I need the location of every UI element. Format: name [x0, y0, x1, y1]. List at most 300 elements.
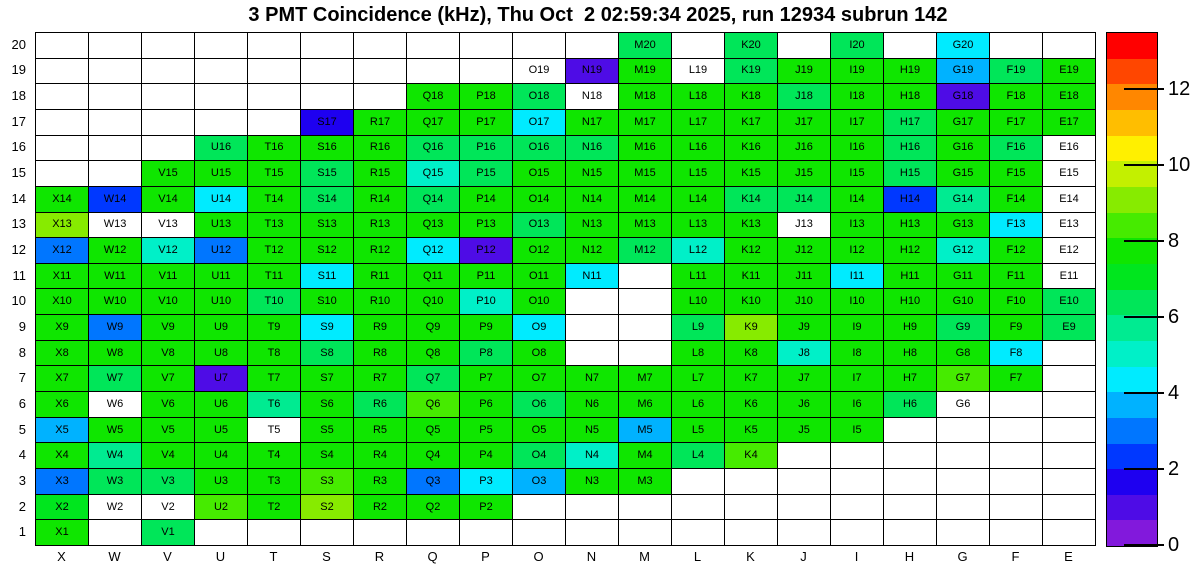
cell-label: P11: [476, 269, 496, 282]
cell-M13: [619, 213, 672, 239]
cell-K18: [725, 84, 778, 110]
cell-J1: [778, 520, 831, 546]
cell-T2: [248, 495, 301, 521]
cell-E6: [1043, 392, 1096, 418]
cell-label: R9: [372, 320, 388, 333]
cell-label: O13: [528, 218, 550, 231]
cell-W3: [89, 469, 142, 495]
cell-I18: [831, 84, 884, 110]
cell-label: N12: [581, 244, 603, 257]
y-axis-label-20: 20: [11, 36, 26, 52]
cell-label: O6: [531, 397, 547, 410]
cell-I17: [831, 110, 884, 136]
x-axis-label-U: U: [215, 549, 226, 564]
cell-K7: [725, 366, 778, 392]
cell-label: L18: [688, 90, 708, 103]
cell-Q11: [407, 264, 460, 290]
cell-label: I14: [849, 192, 865, 205]
cell-V12: [142, 238, 195, 264]
cell-S11: [301, 264, 354, 290]
cell-M3: [619, 469, 672, 495]
cell-label: O12: [528, 244, 550, 257]
cell-S1: [301, 520, 354, 546]
cell-V8: [142, 341, 195, 367]
cell-label: S5: [320, 423, 334, 436]
cell-label: U9: [213, 320, 229, 333]
cell-label: R2: [372, 500, 388, 513]
cell-label: S17: [317, 115, 337, 128]
cell-label: Q11: [423, 269, 443, 282]
y-axis-row-labels: [0, 32, 30, 545]
cell-U16: [195, 136, 248, 162]
cell-R14: [354, 187, 407, 213]
cell-W6: [89, 392, 142, 418]
cell-label: L7: [691, 372, 705, 385]
cell-X19: [36, 59, 89, 85]
x-axis-label-K: K: [746, 549, 755, 564]
cell-E20: [1043, 33, 1096, 59]
cell-label: S3: [320, 474, 334, 487]
cell-label: K12: [741, 244, 761, 257]
cell-label: V8: [161, 346, 175, 359]
cell-U4: [195, 443, 248, 469]
cell-label: G11: [953, 269, 973, 282]
cell-E1: [1043, 520, 1096, 546]
cell-G15: [937, 161, 990, 187]
cell-M9: [619, 315, 672, 341]
cell-label: P10: [476, 295, 496, 308]
cell-label: N17: [581, 115, 603, 128]
cell-P17: [460, 110, 513, 136]
cell-I4: [831, 443, 884, 469]
cell-W17: [89, 110, 142, 136]
colorbar-tick-label-12: 12: [1168, 78, 1191, 100]
cell-label: O16: [528, 141, 550, 154]
cell-label: M18: [634, 90, 656, 103]
cell-label: V11: [158, 269, 178, 282]
cell-label: H9: [902, 320, 918, 333]
cell-I6: [831, 392, 884, 418]
cell-label: S6: [320, 397, 334, 410]
y-axis-label-12: 12: [11, 242, 26, 258]
cell-X1: [36, 520, 89, 546]
cell-E7: [1043, 366, 1096, 392]
cell-label: L14: [688, 192, 708, 205]
cell-R13: [354, 213, 407, 239]
cell-L6: [672, 392, 725, 418]
cell-M5: [619, 418, 672, 444]
cell-X14: [36, 187, 89, 213]
cell-label: Q2: [425, 500, 441, 513]
cell-U11: [195, 264, 248, 290]
cell-label: J12: [795, 244, 813, 257]
colorbar-tick-8: [1124, 240, 1164, 242]
cell-I12: [831, 238, 884, 264]
colorbar-tick-10: [1124, 164, 1164, 166]
cell-Q12: [407, 238, 460, 264]
cell-E3: [1043, 469, 1096, 495]
cell-O2: [513, 495, 566, 521]
cell-T3: [248, 469, 301, 495]
cell-G11: [937, 264, 990, 290]
cell-label: L11: [689, 269, 707, 282]
cell-label: U10: [210, 295, 232, 308]
cell-H10: [884, 289, 937, 315]
cell-K20: [725, 33, 778, 59]
cell-F20: [990, 33, 1043, 59]
cell-O20: [513, 33, 566, 59]
cell-label: L15: [688, 167, 708, 180]
cell-label: V10: [158, 295, 178, 308]
cell-label: F12: [1006, 244, 1026, 257]
cell-F18: [990, 84, 1043, 110]
cell-label: V9: [161, 320, 175, 333]
cell-label: J14: [795, 192, 813, 205]
cell-N6: [566, 392, 619, 418]
cell-M4: [619, 443, 672, 469]
y-axis-label-10: 10: [11, 293, 26, 309]
cell-label: H18: [899, 90, 921, 103]
cell-label: M4: [637, 449, 653, 462]
cell-label: G18: [952, 90, 974, 103]
cell-K3: [725, 469, 778, 495]
cell-U13: [195, 213, 248, 239]
cell-J8: [778, 341, 831, 367]
cell-U20: [195, 33, 248, 59]
cell-label: M19: [634, 64, 656, 77]
cell-F6: [990, 392, 1043, 418]
cell-label: P18: [476, 90, 496, 103]
cell-label: W7: [106, 372, 124, 385]
cell-Q6: [407, 392, 460, 418]
cell-K15: [725, 161, 778, 187]
cell-R7: [354, 366, 407, 392]
cell-label: W13: [103, 218, 127, 231]
cell-I2: [831, 495, 884, 521]
cell-Q15: [407, 161, 460, 187]
colorbar-tick-label-0: 0: [1168, 534, 1180, 556]
cell-label: W12: [103, 244, 127, 257]
cell-G10: [937, 289, 990, 315]
x-axis-label-V: V: [163, 549, 172, 564]
cell-label: V12: [158, 244, 178, 257]
cell-label: N3: [584, 474, 600, 487]
cell-E15: [1043, 161, 1096, 187]
x-axis-label-N: N: [586, 549, 597, 564]
cell-label: F19: [1006, 64, 1026, 77]
cell-S6: [301, 392, 354, 418]
cell-label: R16: [369, 141, 391, 154]
cell-label: F15: [1006, 167, 1026, 180]
cell-X16: [36, 136, 89, 162]
cell-X20: [36, 33, 89, 59]
x-axis-label-R: R: [374, 549, 385, 564]
colorbar-tick-12: [1124, 88, 1164, 90]
x-axis-label-I: I: [854, 549, 859, 564]
cell-label: S8: [320, 346, 334, 359]
cell-label: E13: [1059, 218, 1079, 231]
cell-label: K18: [741, 90, 761, 103]
cell-M1: [619, 520, 672, 546]
cell-label: R13: [369, 218, 391, 231]
cell-label: W14: [103, 192, 127, 205]
y-axis-label-8: 8: [18, 344, 26, 360]
cell-label: W11: [104, 269, 126, 282]
cell-X3: [36, 469, 89, 495]
cell-I14: [831, 187, 884, 213]
cell-H12: [884, 238, 937, 264]
cell-K12: [725, 238, 778, 264]
cell-G19: [937, 59, 990, 85]
cell-label: J7: [798, 372, 810, 385]
colorbar-band-20: [1107, 33, 1157, 59]
cell-F8: [990, 341, 1043, 367]
cell-label: K9: [744, 320, 758, 333]
cell-label: I10: [849, 295, 865, 308]
cell-Q7: [407, 366, 460, 392]
cell-label: M5: [637, 423, 653, 436]
cell-P13: [460, 213, 513, 239]
cell-S16: [301, 136, 354, 162]
cell-G17: [937, 110, 990, 136]
cell-O17: [513, 110, 566, 136]
cell-J13: [778, 213, 831, 239]
cell-label: K4: [744, 449, 758, 462]
cell-M15: [619, 161, 672, 187]
cell-S10: [301, 289, 354, 315]
cell-label: O9: [531, 320, 547, 333]
cell-H16: [884, 136, 937, 162]
cell-E8: [1043, 341, 1096, 367]
cell-label: H17: [899, 115, 921, 128]
cell-K14: [725, 187, 778, 213]
cell-W10: [89, 289, 142, 315]
cell-label: J5: [798, 423, 810, 436]
cell-Q19: [407, 59, 460, 85]
cell-label: L19: [688, 64, 708, 77]
cell-label: O10: [528, 295, 550, 308]
cell-J10: [778, 289, 831, 315]
cell-H17: [884, 110, 937, 136]
cell-R8: [354, 341, 407, 367]
cell-U15: [195, 161, 248, 187]
cell-F10: [990, 289, 1043, 315]
colorbar-band-8: [1107, 341, 1157, 367]
cell-I8: [831, 341, 884, 367]
colorbar-band-14: [1107, 187, 1157, 213]
cell-X10: [36, 289, 89, 315]
cell-label: L6: [691, 397, 705, 410]
cell-W12: [89, 238, 142, 264]
cell-label: L4: [691, 449, 705, 462]
cell-F17: [990, 110, 1043, 136]
cell-I1: [831, 520, 884, 546]
cell-J16: [778, 136, 831, 162]
cell-label: H14: [899, 192, 921, 205]
cell-label: S7: [320, 372, 334, 385]
cell-S8: [301, 341, 354, 367]
cell-label: U15: [210, 167, 232, 180]
cell-label: W9: [106, 320, 124, 333]
cell-N19: [566, 59, 619, 85]
cell-label: O11: [529, 269, 549, 282]
cell-X5: [36, 418, 89, 444]
cell-label: O3: [531, 474, 547, 487]
cell-O7: [513, 366, 566, 392]
cell-N5: [566, 418, 619, 444]
cell-T11: [248, 264, 301, 290]
cell-O4: [513, 443, 566, 469]
cell-O1: [513, 520, 566, 546]
cell-E17: [1043, 110, 1096, 136]
cell-R4: [354, 443, 407, 469]
cell-label: Q17: [422, 115, 444, 128]
cell-label: I19: [849, 64, 865, 77]
cell-V11: [142, 264, 195, 290]
cell-E11: [1043, 264, 1096, 290]
cell-N13: [566, 213, 619, 239]
cell-label: G17: [952, 115, 974, 128]
cell-label: Q9: [425, 320, 441, 333]
cell-label: T10: [264, 295, 284, 308]
cell-label: U6: [213, 397, 229, 410]
cell-label: R14: [369, 192, 391, 205]
colorbar-band-3: [1107, 469, 1157, 495]
cell-K4: [725, 443, 778, 469]
cell-I16: [831, 136, 884, 162]
cell-label: I6: [852, 397, 862, 410]
cell-label: I12: [849, 244, 865, 257]
cell-label: E18: [1059, 90, 1079, 103]
cell-W4: [89, 443, 142, 469]
cell-S18: [301, 84, 354, 110]
cell-S19: [301, 59, 354, 85]
cell-G1: [937, 520, 990, 546]
x-axis-label-F: F: [1011, 549, 1020, 564]
cell-label: E15: [1059, 167, 1079, 180]
cell-V15: [142, 161, 195, 187]
cell-X17: [36, 110, 89, 136]
cell-M11: [619, 264, 672, 290]
cell-label: P9: [479, 320, 493, 333]
cell-label: P2: [479, 500, 493, 513]
cell-label: Q14: [422, 192, 444, 205]
cell-label: F9: [1009, 320, 1023, 333]
cell-label: L12: [688, 244, 708, 257]
cell-F3: [990, 469, 1043, 495]
y-axis-label-9: 9: [18, 318, 26, 334]
cell-label: S15: [317, 167, 337, 180]
cell-W18: [89, 84, 142, 110]
cell-E14: [1043, 187, 1096, 213]
cell-G6: [937, 392, 990, 418]
cell-label: K5: [744, 423, 758, 436]
cell-T14: [248, 187, 301, 213]
cell-F15: [990, 161, 1043, 187]
cell-X6: [36, 392, 89, 418]
cell-label: K8: [744, 346, 758, 359]
cell-T1: [248, 520, 301, 546]
x-axis-label-P: P: [481, 549, 490, 564]
cell-K1: [725, 520, 778, 546]
cell-label: X11: [52, 269, 72, 282]
cell-V6: [142, 392, 195, 418]
cell-H2: [884, 495, 937, 521]
cell-label: R3: [372, 474, 388, 487]
cell-U12: [195, 238, 248, 264]
cell-H19: [884, 59, 937, 85]
cell-label: I17: [849, 115, 865, 128]
cell-label: O15: [528, 167, 550, 180]
cell-N10: [566, 289, 619, 315]
colorbar-band-16: [1107, 136, 1157, 162]
y-axis-label-3: 3: [18, 472, 26, 488]
cell-label: V7: [161, 372, 175, 385]
cell-label: W4: [106, 449, 124, 462]
colorbar-band-13: [1107, 213, 1157, 239]
cell-P11: [460, 264, 513, 290]
cell-H14: [884, 187, 937, 213]
cell-U1: [195, 520, 248, 546]
cell-label: F16: [1006, 141, 1026, 154]
cell-J14: [778, 187, 831, 213]
cell-S5: [301, 418, 354, 444]
cell-O5: [513, 418, 566, 444]
cell-label: W6: [106, 397, 124, 410]
cell-L2: [672, 495, 725, 521]
cell-J18: [778, 84, 831, 110]
cell-J12: [778, 238, 831, 264]
cell-R9: [354, 315, 407, 341]
cell-O18: [513, 84, 566, 110]
cell-S13: [301, 213, 354, 239]
cell-S7: [301, 366, 354, 392]
cell-label: W5: [106, 423, 124, 436]
y-axis-label-15: 15: [11, 165, 26, 181]
cell-label: J11: [795, 269, 813, 282]
cell-N11: [566, 264, 619, 290]
cell-label: J16: [795, 141, 813, 154]
cell-I3: [831, 469, 884, 495]
cell-T18: [248, 84, 301, 110]
cell-M12: [619, 238, 672, 264]
cell-M2: [619, 495, 672, 521]
cell-label: R10: [369, 295, 391, 308]
cell-label: L17: [688, 115, 708, 128]
cell-label: G15: [952, 167, 974, 180]
cell-label: G7: [955, 372, 971, 385]
cell-W2: [89, 495, 142, 521]
cell-V13: [142, 213, 195, 239]
cell-label: X2: [55, 500, 69, 513]
cell-V1: [142, 520, 195, 546]
cell-label: S16: [317, 141, 337, 154]
cell-label: V13: [158, 218, 178, 231]
cell-N17: [566, 110, 619, 136]
cell-label: M15: [634, 167, 656, 180]
cell-F11: [990, 264, 1043, 290]
cell-label: G9: [955, 320, 971, 333]
cell-label: Q12: [422, 244, 444, 257]
cell-label: V5: [161, 423, 175, 436]
cell-F4: [990, 443, 1043, 469]
cell-P5: [460, 418, 513, 444]
cell-label: J6: [798, 397, 810, 410]
cell-L1: [672, 520, 725, 546]
cell-label: T16: [264, 141, 284, 154]
cell-label: X6: [55, 397, 69, 410]
cell-label: N4: [584, 449, 600, 462]
